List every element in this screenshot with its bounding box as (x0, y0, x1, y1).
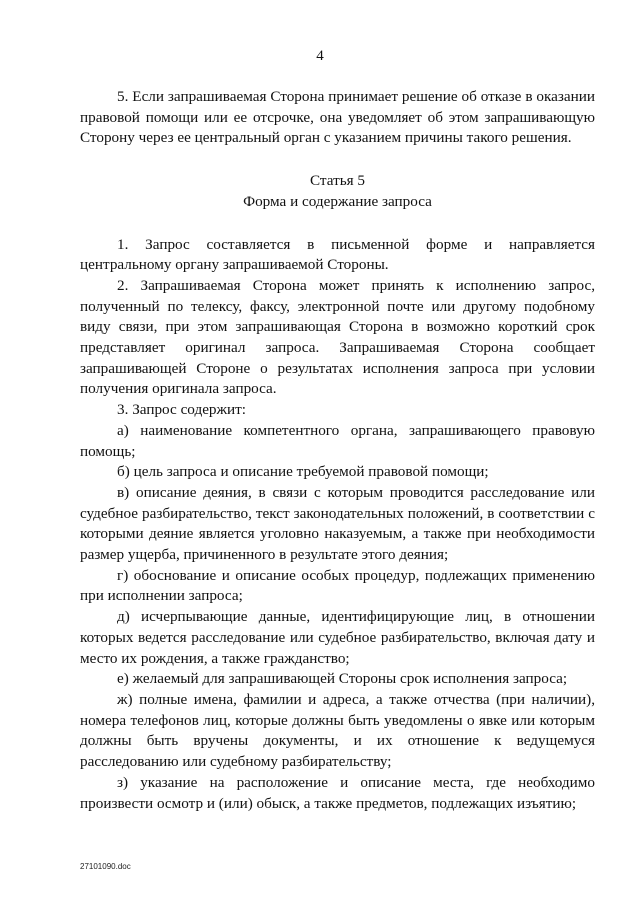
paragraph-1: 1. Запрос составляется в письменной форме и направляется центральному органу запрашиваемой Стороны. (80, 235, 595, 274)
paragraph-2: 2. Запрашиваемая Сторона может принять к исполнению запрос, полученный по телексу, факсу, электронной почте или другому подобному виду связи, при этом запрашивающая Сторона в возможно короткий срок представляет оригинал запроса. Запрашиваемая Сторона сообщает запрашивающей Стороне о результатах исполнения запроса при условии получения оригинала запроса. (80, 276, 595, 398)
paragraph-3: 3. Запрос содержит: (117, 401, 247, 419)
list-item-v: в) описание деяния, в связи с которым проводится расследование или судебное разбирательство, текст законодательных положений, в соответствии с которыми деяние является уголовно наказуемым, а также при необходимости размер ущерба, причиненного в результате этого деяния; (80, 483, 595, 564)
list-item-a: а) наименование компетентного органа, запрашивающего правовую помощь; (80, 421, 595, 460)
list-item-zh: ж) полные имена, фамилии и адреса, а также отчества (при наличии), номера телефонов лиц, которые должны быть уведомлены о явке или которым должны быть вручены документы, и их отношение к ведущемуся расследованию или судебному разбирательству; (80, 690, 595, 771)
list-item-z: з) указание на расположение и описание места, где необходимо произвести осмотр и (или) обыск, а также предметов, подлежащих изъятию; (80, 773, 595, 812)
article-title: Форма и содержание запроса (243, 192, 432, 210)
document-body (80, 87, 595, 814)
intro-paragraph: 5. Если запрашиваемая Сторона принимает решение об отказе в оказании правовой помощи или ее отсрочке, она уведомляет об этом запрашивающую Сторону через ее центральный орган с указанием причины такого решения. (80, 88, 595, 147)
list-item-g: г) обоснование и описание особых процедур, подлежащих применению при исполнении запроса; (80, 566, 595, 605)
page-number: 4 (316, 48, 324, 64)
list-item-d: д) исчерпывающие данные, идентифицирующие лиц, в отношении которых ведется расследование или судебное разбирательство, включая дату и место их рождения, а также гражданство; (80, 608, 595, 667)
file-name-footer: 27101090.doc (80, 862, 131, 871)
list-item-e: е) желаемый для запрашивающей Стороны срок исполнения запроса; (117, 670, 568, 688)
article-number: Статья 5 (309, 172, 366, 190)
list-item-b: б) цель запроса и описание требуемой правовой помощи; (117, 463, 489, 481)
